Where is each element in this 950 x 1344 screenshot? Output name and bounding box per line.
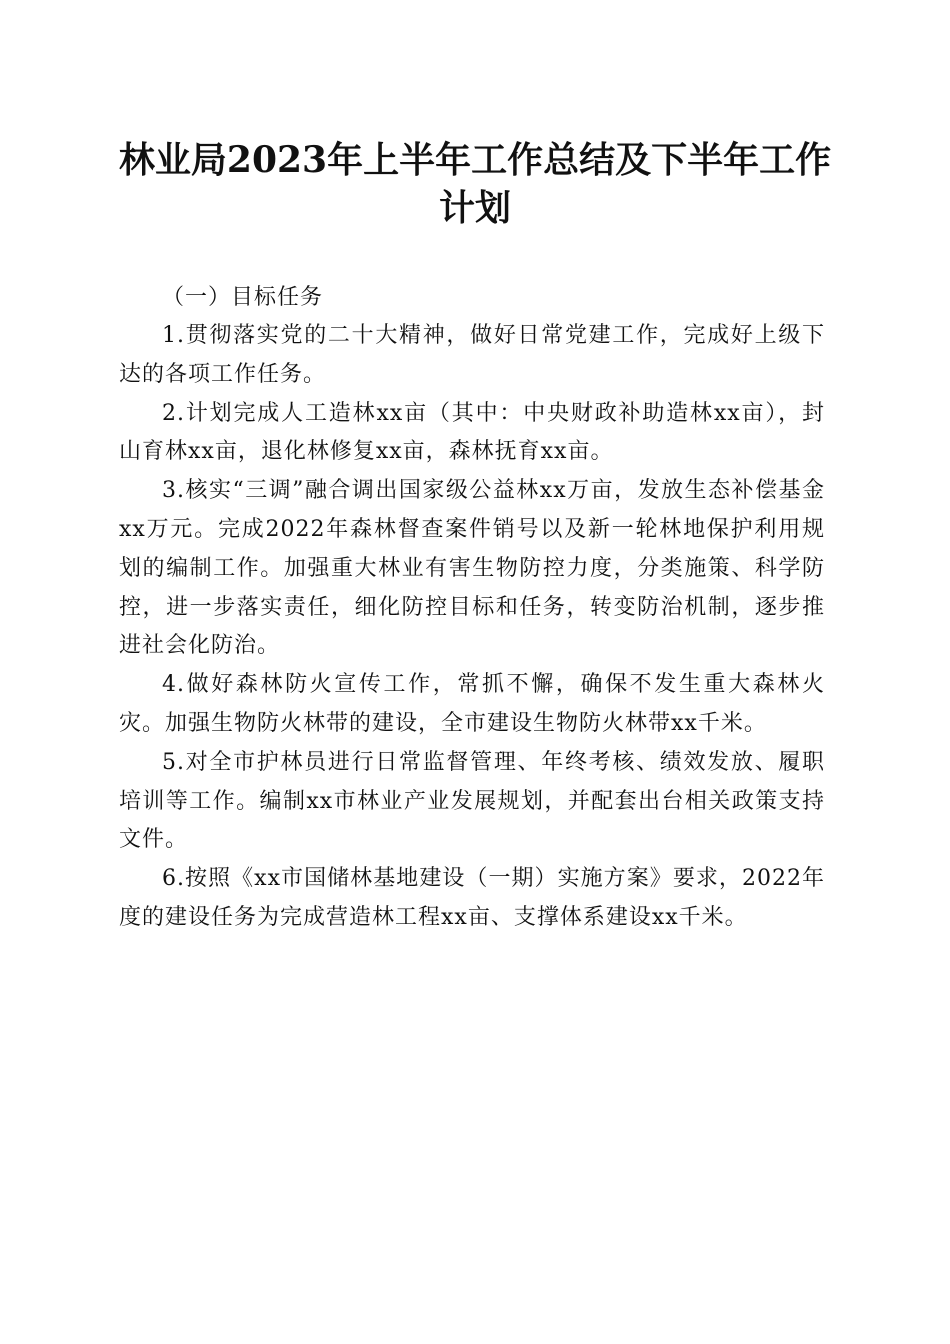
paragraph-3: 3.核实“三调”融合调出国家级公益林xx万亩，发放生态补偿基金xx万元。完成2022年森林督查案件销号以及新一轮林地保护利用规划的编制工作。加强重大林业有害生物防控力度，分类施策、科学防控，进一步落实责任，细化防控目标和任务，转变防治机制，逐步推进社会化防治。 bbox=[119, 478, 825, 659]
paragraph-4: 4.做好森林防火宣传工作，常抓不懈，确保不发生重大森林火灾。加强生物防火林带的建设，全市建设生物防火林带xx千米。 bbox=[119, 672, 825, 736]
section-heading: （一）目标任务 bbox=[162, 285, 324, 310]
paragraph-5: 5.对全市护林员进行日常监督管理、年终考核、绩效发放、履职培训等工作。编制xx市林业产业发展规划，并配套出台相关政策支持文件。 bbox=[119, 749, 825, 853]
document-body bbox=[119, 279, 825, 938]
paragraph-1: 1.贯彻落实党的二十大精神，做好日常党建工作，完成好上级下达的各项工作任务。 bbox=[119, 323, 825, 387]
paragraph-6: 6.按照《xx市国储林基地建设（一期）实施方案》要求，2022年度的建设任务为完成营造林工程xx亩、支撑体系建设xx千米。 bbox=[119, 866, 825, 930]
paragraph-2: 2.计划完成人工造林xx亩（其中：中央财政补助造林xx亩），封山育林xx亩，退化林修复xx亩，森林抚育xx亩。 bbox=[119, 400, 825, 465]
document-title: 林业局2023年上半年工作总结及下半年工作计划 bbox=[118, 139, 832, 229]
